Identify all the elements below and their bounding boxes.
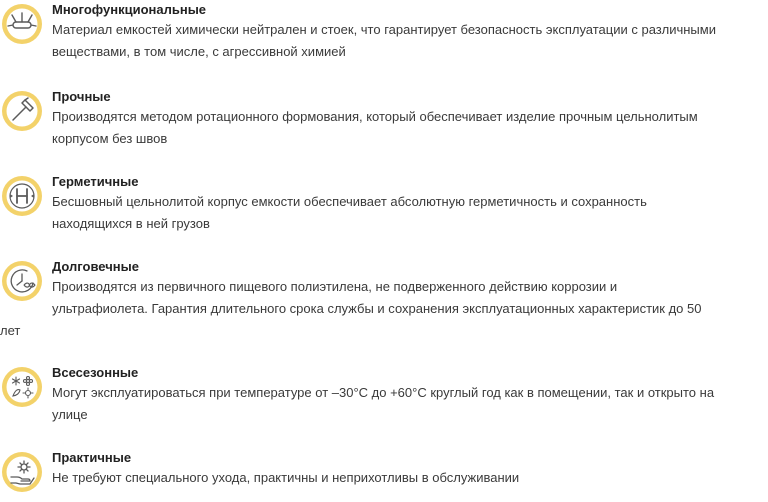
feature-description: Могут эксплуатироваться при температуре от –30°С до +60°С круглый год как в помещении, так и открыто на улице — [52, 385, 715, 422]
feature-title: Всесезонные — [52, 365, 139, 380]
feature-title: Практичные — [52, 450, 132, 465]
feature-title: Долговечные — [52, 259, 139, 274]
feature-title: Прочные — [52, 89, 111, 104]
feature-description: Производятся методом ротационного формования, который обеспечивает изделие прочным цельнолитым корпусом без швов — [52, 109, 698, 146]
feature-description: Производятся из первичного пищевого полиэтилена, не подверженного действию коррозии и ультрафиолета. Гарантия длительного срока службы и сохранения эксплуатационных характеристик до 50 лет — [0, 279, 702, 338]
feature-description: Бесшовный цельнолитой корпус емкости обеспечивает абсолютную герметичность и сохранность находящихся в ней грузов — [52, 194, 647, 231]
feature-description: Не требуют специального ухода, практичны и неприхотливы в обслуживании — [52, 470, 520, 485]
feature-title: Многофункциональные — [52, 2, 207, 17]
feature-title: Герметичные — [52, 174, 139, 189]
feature-description: Материал емкостей химически нейтрален и стоек, что гарантирует безопасность эксплуатации с различными веществами, в том числе, с агрессивной химией — [52, 22, 716, 59]
